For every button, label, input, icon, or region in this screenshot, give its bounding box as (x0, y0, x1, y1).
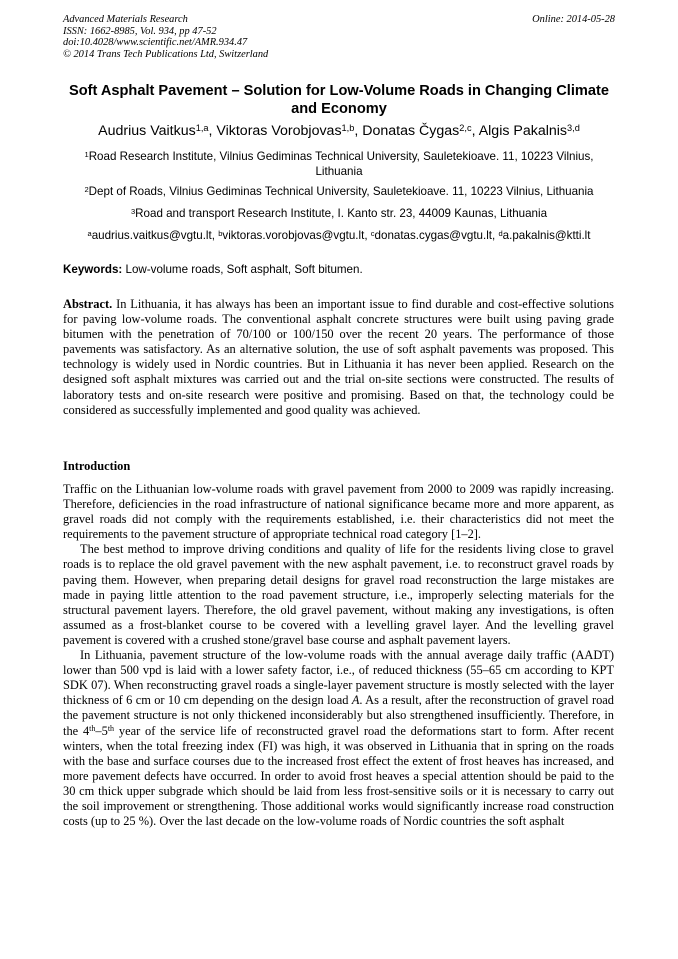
paper-title: Soft Asphalt Pavement – Solution for Low-Volume Roads in Changing Climate and Economy (68, 83, 609, 117)
issn: ISSN: 1662-8985, Vol. 934, pp 47-52 (63, 25, 217, 37)
online-date: Online: 2014-05-28 (532, 14, 615, 25)
affiliation-3: $^3$Road and transport Research Institute, I. Kanto str. 23, 44009 Kaunas, Lithuania (130, 206, 548, 220)
introduction-body (63, 482, 614, 829)
author: Donatas Čygas (362, 123, 460, 139)
doi: doi:10.4028/www.scientific.net/AMR.934.47 (63, 37, 248, 49)
keywords (63, 262, 363, 277)
copyright: © 2014 Trans Tech Publications Ltd, Switzerland (63, 48, 269, 60)
email: viktoras.vorobjovas@vgtu.lt (222, 229, 365, 242)
email: audrius.vaitkus@vgtu.lt (91, 229, 212, 242)
journal-name: Advanced Materials Research (63, 14, 188, 25)
author-sup: 2,c (459, 122, 472, 133)
author: Audrius Vaitkus (98, 123, 196, 139)
abstract (63, 297, 614, 418)
abstract-label: Abstract. (63, 297, 113, 311)
email-list: $^a$audrius.vaitkus@vgtu.lt, $^b$viktoras.vorobjovas@vgtu.lt, $^c$donatas.cygas@vgtu.lt, $^d$a.pakalnis@ktti.lt (87, 228, 591, 242)
journal-header (63, 14, 268, 60)
paragraph: In Lithuania, pavement structure of the low-volume roads with the annual average daily traffic (AADT) lower than 500 vpd is laid with a lower safety factor, i.e., of reduced thickness (55–65 cm according to KPT SDK 07). When reconstructing gravel roads a single-layer pavement structure is mostly selected with the layer thickness of 6 cm or 10 cm depending on the design load A. As a result, after the reconstruction of gravel road the pavement structure is not only thickened inconsiderably but also strengthened insufficiently. Therefore, in the 4th–5th year of the service life of reconstructed gravel road the deformations start to form. After recent winters, when the total freezing index (FI) was high, it was observed in Lithuania that in spring on the roads with the base and surface courses due to the increased frost effect the extent of frost heaves has increased, and more pavement defects have occurred. In order to avoid frost heaves a special attention should be paid to the 30 cm thick upper subgrade which should be laid from less frost-sensitive soils or it is necessary to carry out the soil improvement or strengthening. Those additional works would significantly increase road construction costs (up to 25 %). Over the last decade on the low-volume roads of Nordic countries the soft asphalt (63, 648, 614, 829)
keywords-text: Low-volume roads, Soft asphalt, Soft bitumen. (125, 263, 363, 276)
paragraph: The best method to improve driving conditions and quality of life for the residents living close to gravel roads is to replace the old gravel pavement with the new asphalt pavement, i.e. to reconstruct gravel roads by paving them. However, when preparing detail designs for gravel road reconstruction the large mistakes are made in paying little attention to the road pavement structure, i.e., improperly selecting materials for the structural pavement layers. Therefore, the old gravel pavement, without making any investigations, is often assumed as a frost-blanket course to be covered with a levelling gravel layer. And the levelling gravel pavement is covered with a crushed stone/gravel base course and asphalt pavement layers. (63, 542, 614, 647)
author-sup: 1,a (195, 122, 209, 133)
author: Viktoras Vorobjovas (216, 123, 342, 139)
author-list: Audrius Vaitkus$^{1,a}$, Viktoras Vorobjovas$^{1,b}$, Donatas Čygas$^{2,c}$, Algis Pakalnis$^{3,d}$ (98, 122, 580, 139)
abstract-text: In Lithuania, it has always has been an important issue to find durable and cost-effective solutions for paving low-volume roads. The conventional asphalt concrete structures were built using paving grade bitumen with the penetration of 70/100 or 100/150 over the recent 20 years. The performance of those pavements was satisfactory. As an alternative solution, the use of soft asphalt pavements was proposed. This technology is widely used in Nordic countries. But in Lithuania it has never been applied. Research on the designed soft asphalt mixtures was carried out and the trial on-site sections were constructed. The results of laboratory tests and on-site research were positive and promising. Based on that, the technology could be considered as successfully implemented and good quality was achieved. (63, 297, 614, 417)
author-sup: 3,d (567, 122, 580, 133)
section-heading-introduction: Introduction (63, 459, 131, 473)
author: Algis Pakalnis (478, 123, 568, 139)
email: donatas.cygas@vgtu.lt (374, 229, 493, 242)
keywords-label: Keywords: (63, 263, 123, 276)
email: a.pakalnis@ktti.lt (502, 229, 591, 242)
affiliation-2: $^2$Dept of Roads, Vilnius Gediminas Technical University, Sauletekioave. 11, 10223 Vilnius, Lithuania (84, 184, 594, 198)
author-sup: 1,b (341, 122, 355, 133)
paragraph: Traffic on the Lithuanian low-volume roads with gravel pavement from 2000 to 2009 was rapidly increasing. Therefore, deficiencies in the road infrastructure of national significance became more and more apparent, as gravel roads did not comply with the requirements established, i.e. their characteristics did not meet the requirements to the pavement structure of appropriate technical road category [1–2]. (63, 482, 614, 542)
affiliation-1: $^1$Road Research Institute, Vilnius Gediminas Technical University, Sauletekioave. 11, 10223 Vilnius, Lithuania (84, 149, 594, 178)
